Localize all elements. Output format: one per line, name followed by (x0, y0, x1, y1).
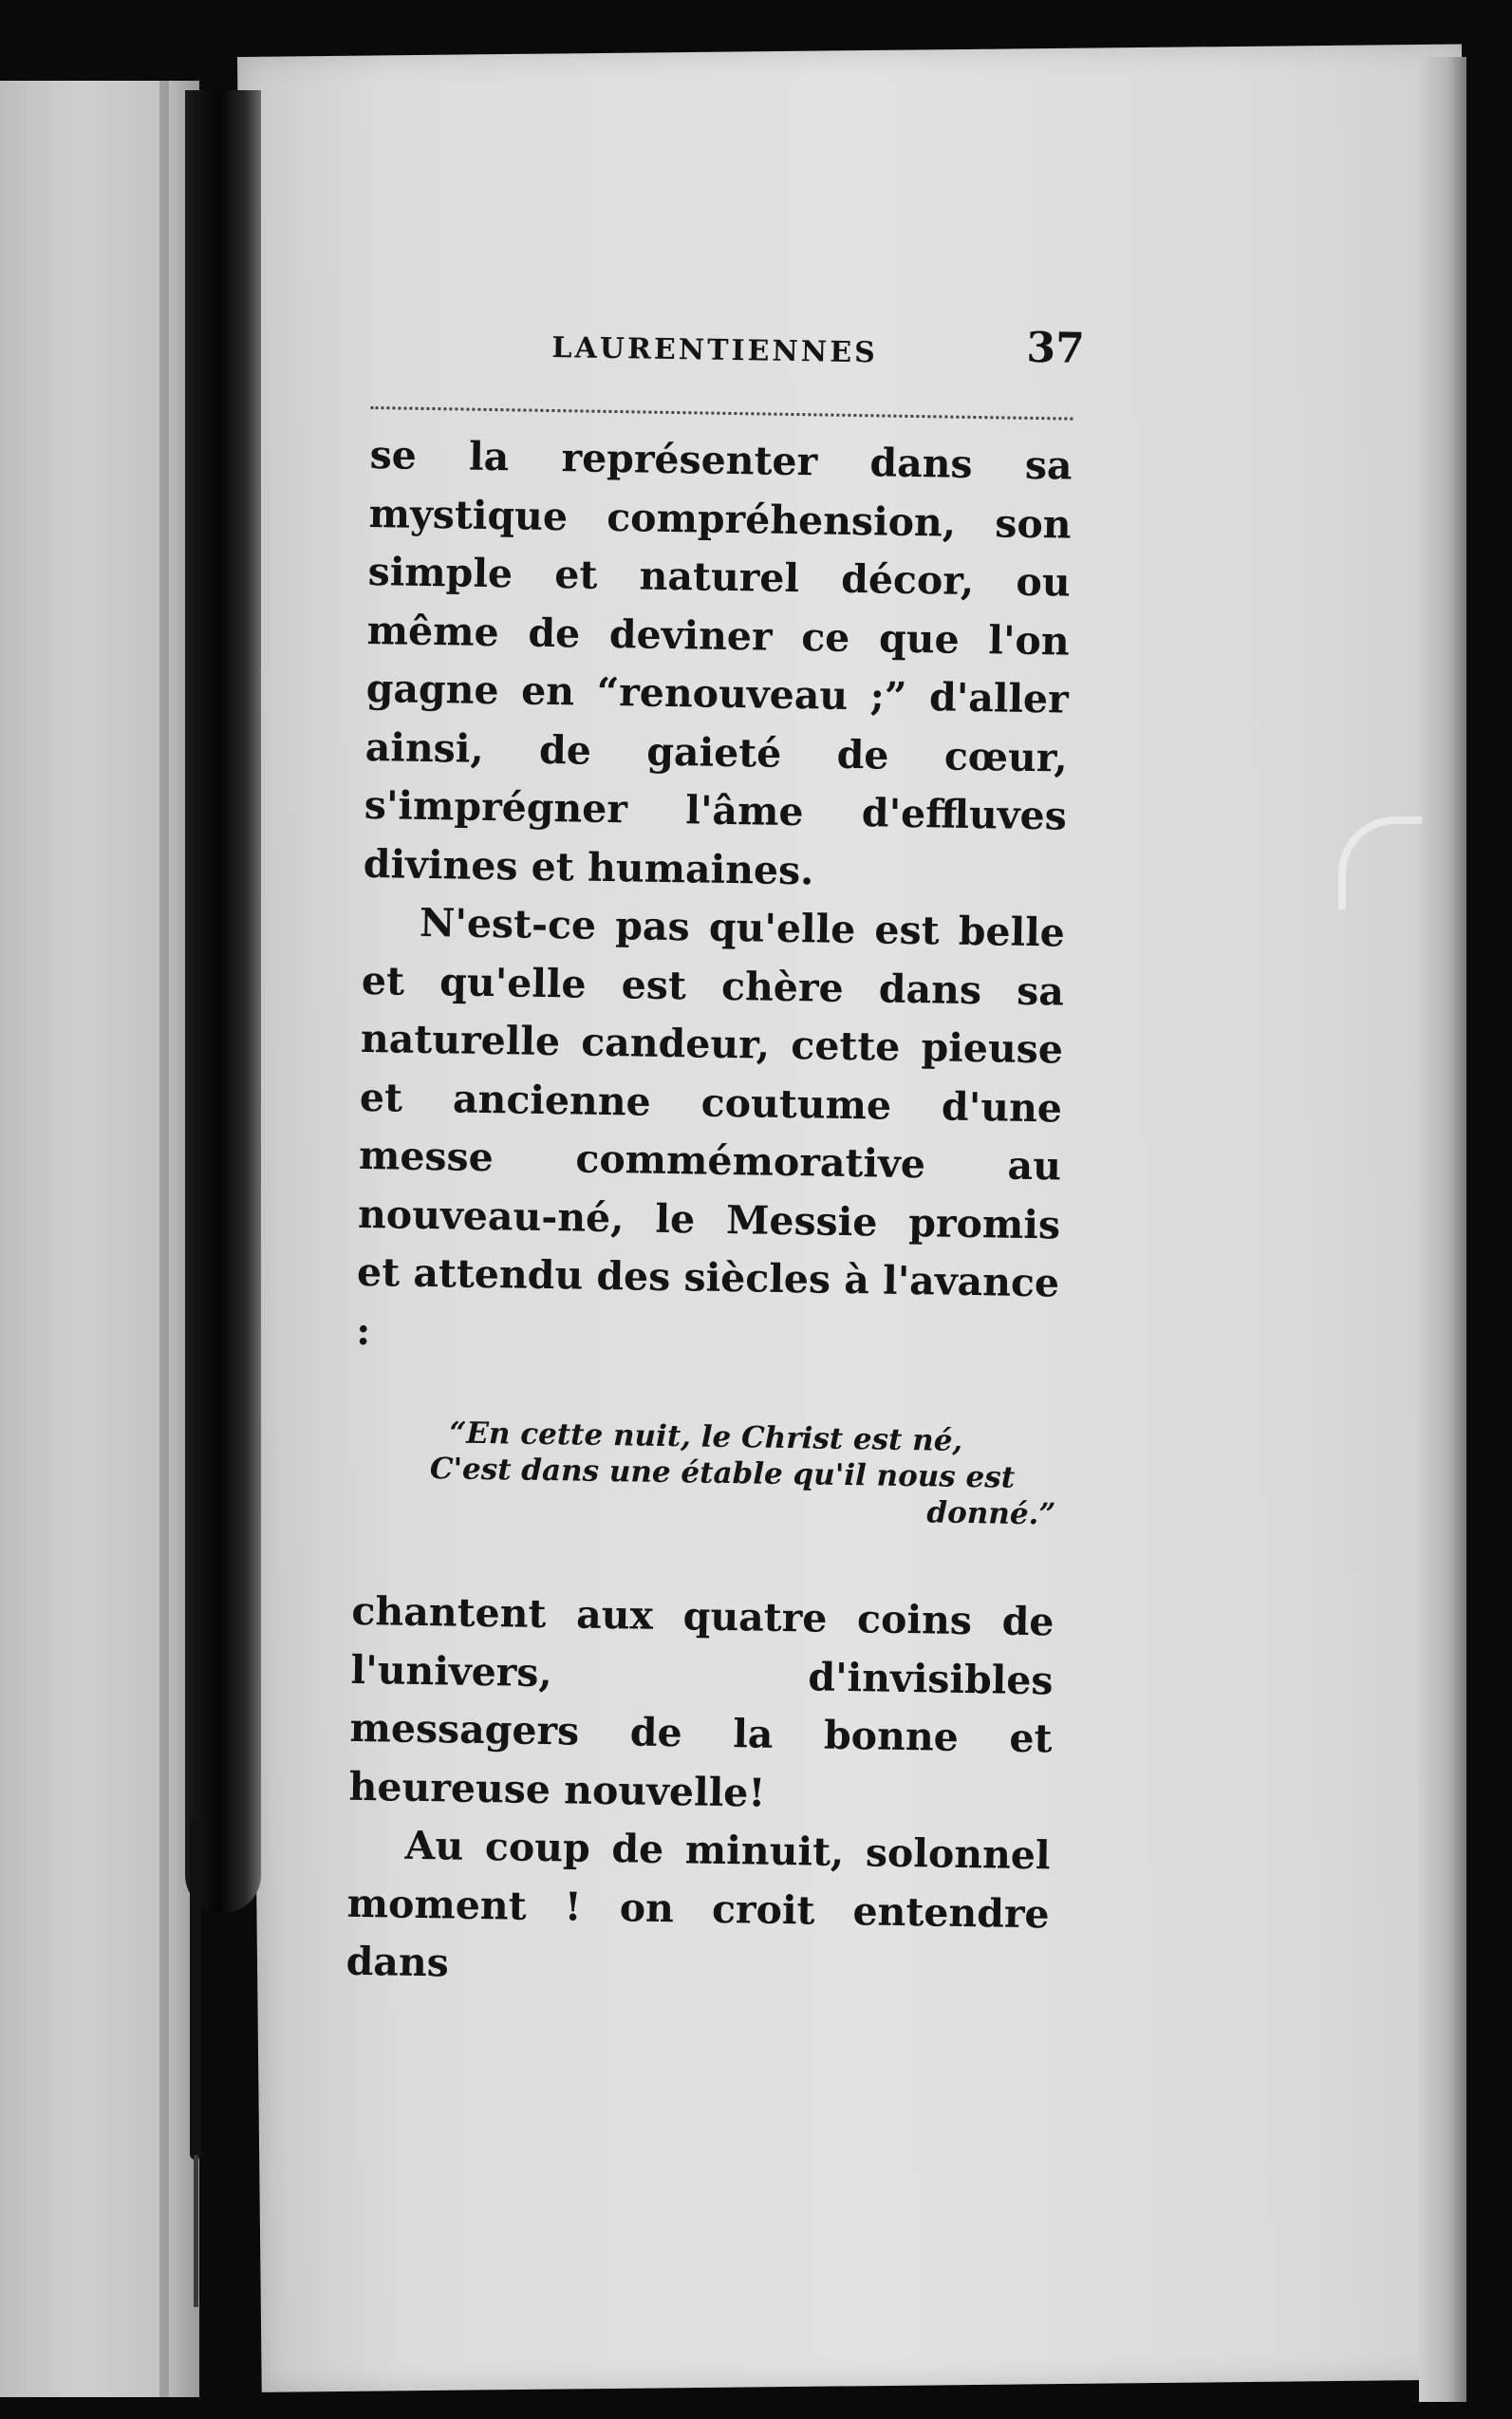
previous-page-shadow (159, 81, 169, 2397)
verse-line: “En cette nuit, le Christ est né, (449, 1416, 963, 1458)
previous-page-edge (0, 81, 199, 2397)
paragraph: Au coup de minuit, solonnel moment ! on croit entendre dans (345, 1822, 1051, 1986)
verse-line: donné.” (926, 1495, 1056, 1532)
body-text (356, 426, 1073, 1372)
running-title: LAURENTIENNES (551, 330, 879, 370)
scan-background (1466, 0, 1512, 2419)
verse-line: C'est dans une étable qu'il nous est (429, 1452, 1016, 1495)
paragraph: se la représenter dans sa mystique compréhension, son simple et naturel décor, ou même de deviner ce que l'on gagne en “renouveau ;” d'aller ainsi, de gaieté de cœur, s'imprégner l'âme d'effluves divines et humaines. (363, 431, 1073, 893)
page-right-edge (1419, 57, 1466, 2402)
running-head (371, 313, 1086, 391)
page-number: 37 (1026, 323, 1086, 373)
header-rule (370, 406, 1073, 421)
binding-stitch (190, 1818, 201, 2160)
binding-thread (194, 2155, 198, 2307)
quoted-verse (391, 1414, 1057, 1532)
binding-gutter (185, 90, 261, 1913)
paragraph: chantent aux quatre coins de l'univers, d'invisibles messagers de la bonne et heureuse nouvelle! (348, 1587, 1055, 1816)
page-content (345, 313, 1112, 2003)
body-text (345, 1583, 1055, 2002)
paragraph: N'est-ce pas qu'elle est belle et qu'elle est chère dans sa naturelle candeur, cette pieuse et ancienne coutume d'une messe commémorative au nouveau-né, le Messie promis et attendu des siècles à l'avance : (355, 899, 1066, 1354)
